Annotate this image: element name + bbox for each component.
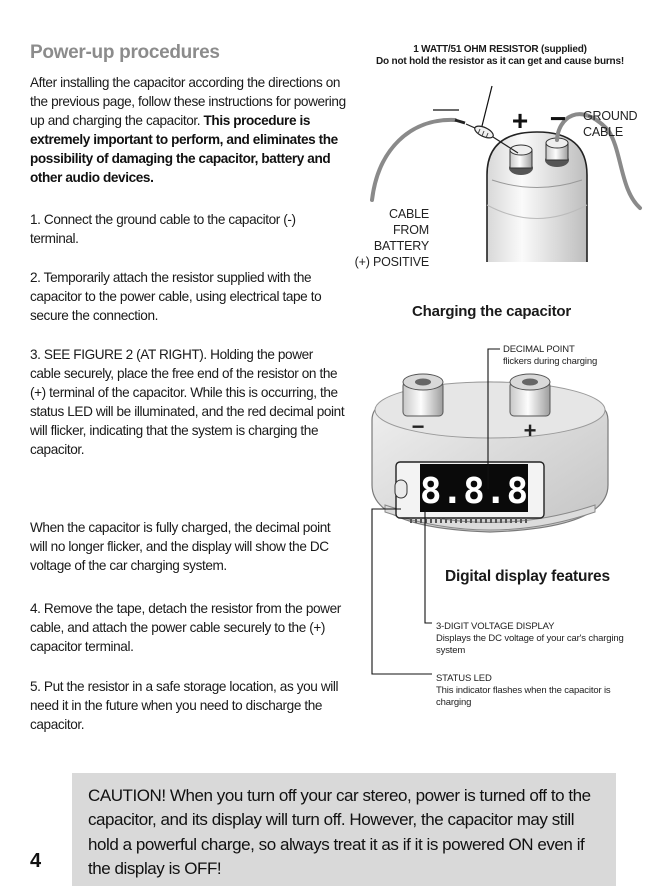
capacitor-display-drawing — [372, 374, 608, 532]
page-title: Power-up procedures — [30, 42, 220, 63]
status-led-desc: This indicator flashes when the capacitor is charging — [436, 685, 611, 708]
led-readout: 8.8.8 — [419, 471, 529, 512]
ground-label-line1: GROUND — [583, 109, 638, 123]
voltage-display-title: 3-DIGIT VOLTAGE DISPLAY — [436, 621, 555, 632]
step-5: 5. Put the resistor in a safe storage location, as you will need it in the future when you need to discharge the capacitor. — [30, 679, 339, 732]
plus-mark: + — [523, 418, 537, 443]
status-led — [395, 480, 407, 498]
battery-cable-label — [351, 206, 429, 270]
step-1: 1. Connect the ground cable to the capacitor (-) terminal. — [30, 212, 296, 246]
charged-note: When the capacitor is fully charged, the decimal point will no longer flicker, and the display will show the DC voltage of the car charging system. — [30, 520, 331, 573]
status-led-callout — [436, 673, 636, 709]
resistor-leader-line — [482, 86, 492, 126]
cable-label-line1: CABLE FROM — [389, 207, 429, 237]
display-features-caption: Digital display features — [445, 568, 610, 585]
cable-label-line2: BATTERY — [373, 239, 429, 253]
intro-text: After installing the capacitor according the directions on the previous page, follow these instructions for powering up and charging the capacitor. — [30, 75, 346, 128]
cable-label-line3: (+) POSITIVE — [354, 255, 429, 269]
resistor-warning: Do not hold the resistor as it can get and cause burns! — [376, 56, 624, 67]
page-number: 4 — [30, 850, 42, 872]
voltage-display-desc: Displays the DC voltage of your car's charging system — [436, 633, 624, 656]
status-led-title: STATUS LED — [436, 673, 492, 684]
power-cable — [372, 120, 455, 200]
ground-cable-label — [583, 108, 637, 140]
minus-sign: − — [549, 103, 567, 134]
step-3: 3. SEE FIGURE 2 (AT RIGHT). Holding the power cable securely, place the free end of the resistor on the (+) terminal of the capacitor. While this is occurring, the status LED will be illuminated, and the red decimal point will flicker, indicating that the system is charging the capacitor. — [30, 347, 345, 457]
ground-label-line2: CABLE — [583, 125, 623, 139]
power-cable-end — [455, 120, 465, 123]
caution-text: CAUTION! When you turn off your car stereo, power is turned off to the capacitor, and its display will turn off. However, the capacitor may still hold a powerful charge, so always treat it as if it is powered ON even if the display is OFF! — [88, 786, 591, 878]
decimal-point-callout — [503, 344, 643, 368]
intro-warning: This procedure is extremely important to perform, and eliminates the possibility of damaging the capacitor, battery and other audio devices. — [30, 113, 338, 185]
capacitor-top-drawing — [487, 132, 587, 262]
decimal-point-desc: flickers during charging — [503, 356, 598, 367]
plus-sign: + — [511, 105, 529, 136]
charging-caption: Charging the capacitor — [412, 303, 571, 320]
decimal-point-title: DECIMAL POINT — [503, 344, 575, 355]
voltage-display-callout — [436, 621, 636, 657]
minus-mark: − — [411, 414, 425, 439]
resistor-title: 1 WATT/51 OHM RESISTOR (supplied) — [413, 44, 587, 55]
step-2: 2. Temporarily attach the resistor supplied with the capacitor to the power cable, using electrical tape to secure the connection. — [30, 270, 322, 323]
resistor-note — [360, 44, 640, 68]
step-4: 4. Remove the tape, detach the resistor from the power cable, and attach the power cable securely to the (+) capacitor terminal. — [30, 601, 341, 654]
